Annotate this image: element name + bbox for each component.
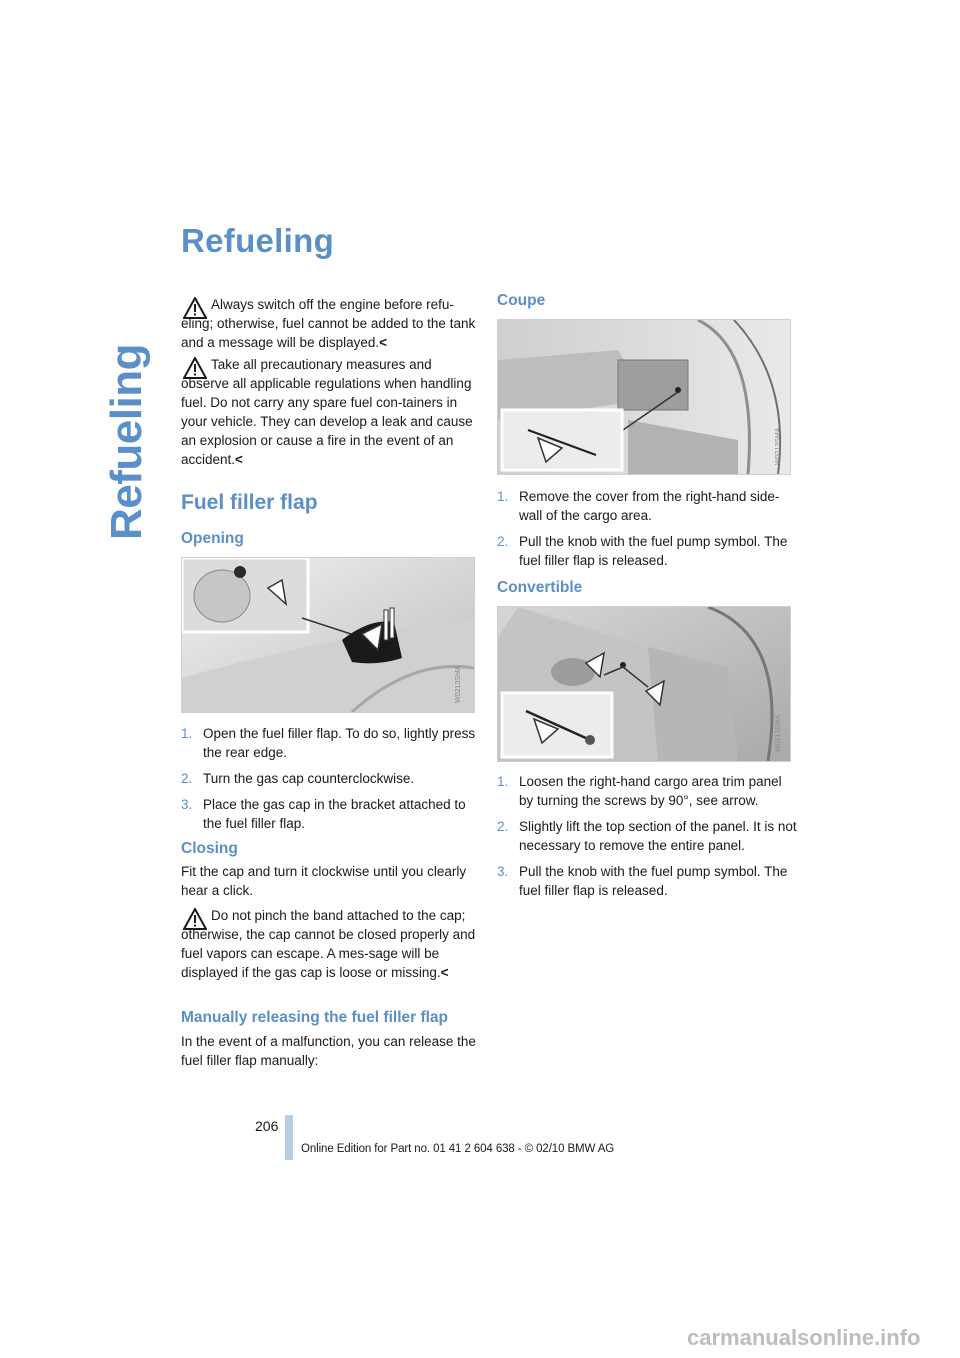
convertible-steps (497, 772, 797, 907)
end-mark: < (379, 335, 388, 350)
convertible-cargo-illustration (498, 607, 790, 761)
footer-accent-bar (285, 1115, 293, 1160)
subheading-opening: Opening (181, 530, 244, 547)
step-number: 2. (497, 534, 509, 549)
list-item (181, 769, 481, 788)
step-text: Open the fuel filler flap. To do so, lightly press the rear edge. (203, 726, 476, 760)
step-number: 1. (497, 774, 509, 789)
subheading-manual-release: Manually releasing the fuel filler flap (181, 1009, 449, 1026)
warning-precautions (181, 355, 476, 469)
closing-text: Fit the cap and turn it clockwise until you clearly hear a click. (181, 864, 467, 898)
coupe-cargo-illustration (498, 320, 790, 474)
warning-engine-off (181, 295, 476, 352)
opening-steps (181, 724, 481, 840)
figure-code: W0213SMA (775, 427, 782, 465)
step-text: Place the gas cap in the bracket attached to the fuel filler flap. (203, 797, 466, 831)
step-text: Turn the gas cap counterclockwise. (203, 771, 415, 786)
subheading-coupe: Coupe (497, 292, 546, 309)
warning-triangle-icon (183, 357, 207, 379)
list-item (497, 772, 797, 810)
list-item (497, 817, 797, 855)
step-number: 2. (181, 771, 193, 786)
manual-release-text: In the event of a malfunction, you can release the fuel filler flap manually: (181, 1034, 476, 1068)
list-item (181, 795, 481, 833)
subheading-closing: Closing (181, 840, 238, 857)
figure-code: W0213SMA (775, 714, 782, 752)
warning-text: Do not pinch the band attached to the cap; otherwise, the cap cannot be closed properly and fuel vapors can escape. A mes-sage will be displayed if the gas cap is loose or missing. (181, 908, 476, 980)
subheading-convertible: Convertible (497, 579, 583, 596)
figure-code: W0213SMA (455, 665, 462, 703)
warning-triangle-icon (183, 908, 207, 930)
list-item (497, 862, 797, 900)
list-item (181, 724, 481, 762)
figure-opening-fuel-flap (181, 557, 475, 713)
step-number: 1. (497, 489, 509, 504)
warning-gas-cap-band (181, 906, 476, 982)
list-item (497, 532, 797, 570)
warning-triangle-icon (183, 297, 207, 319)
step-text: Remove the cover from the right-hand side-wall of the cargo area. (519, 489, 780, 523)
warning-text: Take all precautionary measures and observe all applicable regulations when handling fuel. Do not carry any spare fuel con-tainers in your vehicle. They can develop a leak and cause an explosion or cause a fire in the event of an accident. (181, 357, 473, 467)
warning-text: Always switch off the engine before refu-eling; otherwise, fuel cannot be added to the tank and a message will be displayed. (181, 297, 476, 350)
page-title: Refueling (181, 222, 335, 259)
step-text: Pull the knob with the fuel pump symbol. The fuel filler flap is released. (519, 864, 788, 898)
step-number: 3. (181, 797, 193, 812)
step-number: 3. (497, 864, 509, 879)
list-item (497, 487, 797, 525)
chapter-side-tab (92, 227, 162, 547)
step-number: 2. (497, 819, 509, 834)
fuel-flap-illustration (182, 558, 474, 712)
figure-convertible-cargo (497, 606, 791, 762)
figure-coupe-cargo (497, 319, 791, 475)
page-number: 206 (255, 1118, 279, 1134)
end-mark: < (235, 452, 243, 467)
end-mark: < (440, 965, 449, 980)
chapter-side-tab-label: Refueling (102, 344, 151, 540)
step-text: Slightly lift the top section of the panel. It is not necessary to remove the entire panel. (519, 819, 797, 853)
footer-edition-text: Online Edition for Part no. 01 41 2 604 638 - © 02/10 BMW AG (301, 1143, 615, 1155)
section-heading-fuel-filler-flap: Fuel filler flap (181, 491, 318, 514)
site-watermark: carmanualsonline.info (687, 1325, 921, 1350)
coupe-steps (497, 487, 797, 577)
step-text: Pull the knob with the fuel pump symbol. The fuel filler flap is released. (519, 534, 788, 568)
step-text: Loosen the right-hand cargo area trim panel by turning the screws by 90°, see arrow. (519, 774, 782, 808)
step-number: 1. (181, 726, 193, 741)
